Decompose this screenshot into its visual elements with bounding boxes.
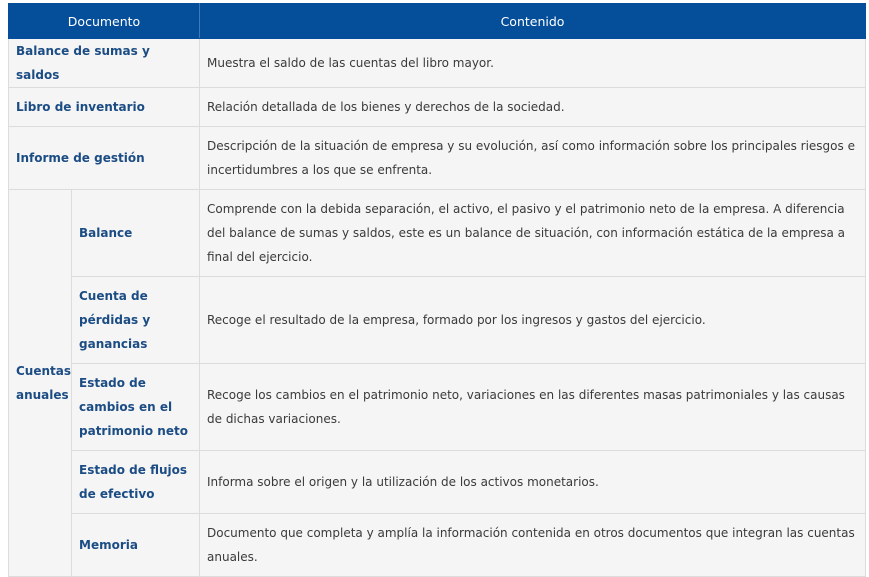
table-row (9, 451, 866, 514)
subrow-content: Recoge los cambios en el patrimonio neto, variaciones en las diferentes masas patrimoniales y las causas de dichas variaciones. (200, 364, 866, 451)
documents-table (8, 3, 866, 577)
table-row (9, 514, 866, 577)
subrow-document: Memoria (72, 514, 200, 577)
table-row (9, 277, 866, 364)
subrow-content: Comprende con la debida separación, el activo, el pasivo y el patrimonio neto de la empresa. A diferencia del balance de sumas y saldos, este es un balance de situación, con información estática de la empresa a final del ejercicio. (200, 190, 866, 277)
table-header-row (9, 4, 866, 39)
subrow-document: Estado de flujos de efectivo (72, 451, 200, 514)
row-document: Libro de inventario (9, 88, 200, 127)
table-row (9, 190, 866, 277)
table-row (9, 88, 866, 127)
row-document: Informe de gestión (9, 127, 200, 190)
subrow-document: Balance (72, 190, 200, 277)
row-content: Descripción de la situación de empresa y su evolución, así como información sobre los principales riesgos e incertidumbres a los que se enfrenta. (200, 127, 866, 190)
table-row (9, 127, 866, 190)
row-content: Muestra el saldo de las cuentas del libro mayor. (200, 39, 866, 88)
header-document: Documento (9, 4, 200, 39)
subrow-content: Informa sobre el origen y la utilización de los activos monetarios. (200, 451, 866, 514)
subrow-document: Cuenta de pérdidas y ganancias (72, 277, 200, 364)
row-document: Balance de sumas y saldos (9, 39, 200, 88)
documents-table-container (8, 3, 865, 577)
table-row (9, 39, 866, 88)
subrow-content: Recoge el resultado de la empresa, formado por los ingresos y gastos del ejercicio. (200, 277, 866, 364)
header-content: Contenido (200, 4, 866, 39)
row-content: Relación detallada de los bienes y derechos de la sociedad. (200, 88, 866, 127)
subrow-document: Estado de cambios en el patrimonio neto (72, 364, 200, 451)
subrow-content: Documento que completa y amplía la información contenida en otros documentos que integran las cuentas anuales. (200, 514, 866, 577)
group-label: Cuentas anuales (9, 190, 72, 577)
table-row (9, 364, 866, 451)
